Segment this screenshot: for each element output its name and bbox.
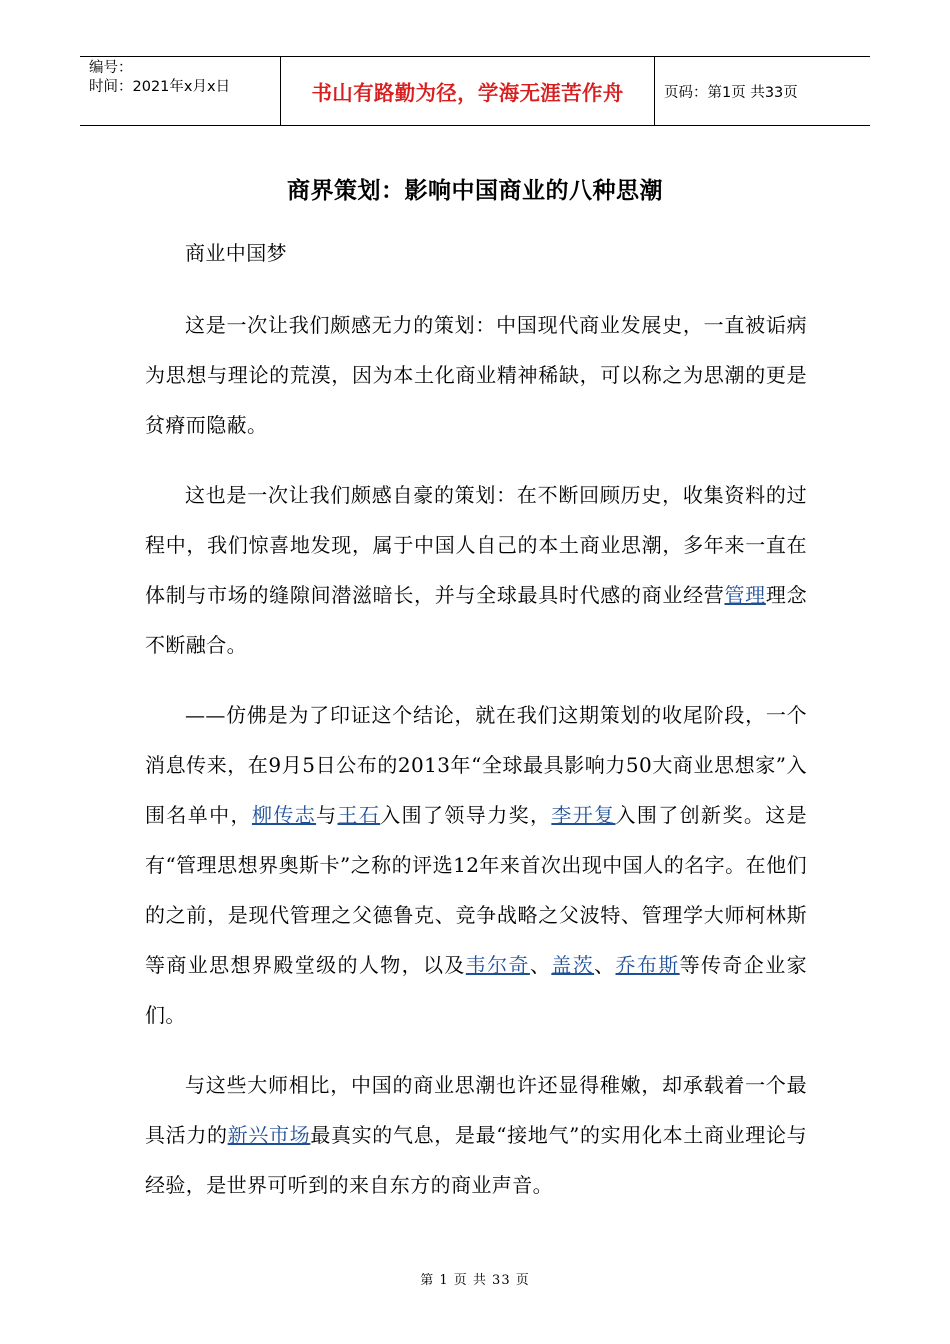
paragraph-4 bbox=[145, 1060, 807, 1210]
header-motto-cell bbox=[281, 57, 655, 125]
header-meta bbox=[80, 57, 281, 125]
link-liu-chuanzhi[interactable]: 柳传志 bbox=[251, 803, 317, 827]
paragraph-3-text-e: 、 bbox=[529, 953, 552, 977]
paragraph-3 bbox=[145, 690, 807, 1040]
paragraph-2 bbox=[145, 470, 807, 670]
section-subtitle: 商业中国梦 bbox=[185, 241, 287, 265]
document-number-label: 编号： bbox=[89, 60, 133, 76]
paragraph-2-text: 这也是一次让我们颇感自豪的策划：在不断回顾历史，收集资料的过程中，我们惊喜地发现，属于中国人自己的本土商业思潮，多年来一直在体制与市场的缝隙间潜滋暗长，并与全球最具时代感的商业经营 bbox=[145, 483, 807, 607]
paragraph-4-text-end: 最真实的气息，是最“接地气”的实用化本土商业理论与经验，是世界可听到的来自东方的商业声音。 bbox=[145, 1123, 808, 1197]
header-page-info bbox=[655, 57, 870, 125]
page-header bbox=[80, 56, 870, 126]
document-title: 商界策划：影响中国商业的八种思潮 bbox=[287, 177, 663, 204]
paragraph-1: 这是一次让我们颇感无力的策划：中国现代商业发展史，一直被诟病为思想与理论的荒漠，因为本土化商业精神稀缺，可以称之为思潮的更是贫瘠而隐蔽。 bbox=[145, 313, 807, 437]
link-emerging-market[interactable]: 新兴市场 bbox=[227, 1123, 311, 1147]
page-footer: 第 1 页 共 33 页 bbox=[420, 1273, 530, 1288]
document-date: 时间：2021年x月x日 bbox=[89, 79, 231, 95]
paragraph-3-text-b: 与 bbox=[316, 803, 338, 827]
document-body bbox=[145, 228, 807, 1230]
header-motto: 书山有路勤为径，学海无涯苦作舟 bbox=[311, 81, 624, 105]
link-jobs[interactable]: 乔布斯 bbox=[615, 953, 680, 977]
link-management[interactable]: 管理 bbox=[724, 583, 766, 607]
link-li-kaifu[interactable]: 李开复 bbox=[551, 803, 616, 827]
paragraph-3-text-d: 入围了创新奖。这是有“管理思想界奥斯卡”之称的评选12年来首次出现中国人的名字。在他们的之前，是现代管理之父德鲁克、竞争战略之父波特、管理学大师柯林斯等商业思想界殿堂级的人物，以及 bbox=[145, 803, 807, 977]
paragraph-3-text-a: ——仿佛是为了印证这个结论，就在我们这期策划的收尾阶段，一个消息传来，在9月5日公布的2013年“全球最具影响力50大商业思想家”入围名单中， bbox=[145, 703, 807, 827]
link-wang-shi[interactable]: 王石 bbox=[337, 803, 381, 827]
header-page-number: 页码：第1页 共33页 bbox=[664, 84, 798, 101]
link-gates[interactable]: 盖茨 bbox=[551, 953, 595, 977]
paragraph-3-text-c: 入围了领导力奖， bbox=[380, 803, 552, 827]
paragraph-3-text-g: 等传奇企业家们。 bbox=[145, 953, 807, 1027]
paragraph-2-text-end: 理念不断融合。 bbox=[145, 583, 807, 657]
paragraph-3-text-f: 、 bbox=[594, 953, 616, 977]
paragraph-4-text: 与这些大师相比，中国的商业思潮也许还显得稚嫩，却承载着一个最具活力的 bbox=[145, 1073, 807, 1147]
link-welch[interactable]: 韦尔奇 bbox=[465, 953, 530, 977]
